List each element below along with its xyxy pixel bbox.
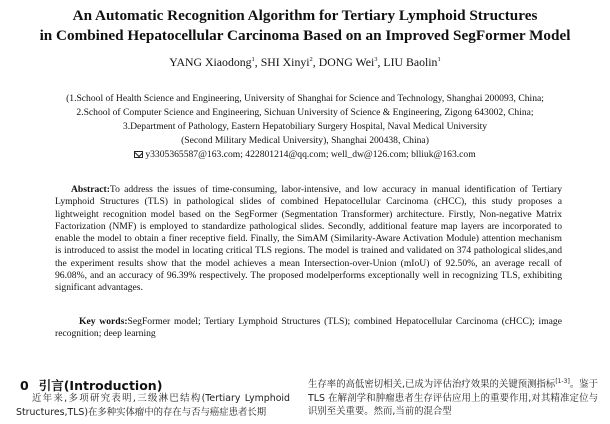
author-name: DONG Wei [318,55,375,69]
author-affiliation-mark: 3 [374,56,378,63]
abstract-text: To address the issues of time-consuming, labor-intensive, and low accuracy in manual identification of Tertiary Lymphoid Structures (TLS) in pathological slides of combined Hepatocellular Carcinoma (cHCC), this study proposes a lightweight recognition model based on the SegFormer (Segmentation Transformer) architecture. Firstly, Non-negative Matrix Factorization (NMF) is employed to standardize pathological slides. Secondly, additional feature map layers are incorporated to enable the model to obtain a finer receptive field. Finally, the SimAM (Similarity-Aware Activation Module) attention mechanism is introduced to assist the model in locating critical TLS regions. The model is trained and validated on 374 pathological slides,and the experiment results show that the model achieves a mean Intersection-over-Union (mIoU) of 92.50%, an average recall of 96.08%, and an accuracy of 96.39% respectively. The proposed modelperforms exceptionally well in recognizing TLS, exhibiting significant advantages. [55,184,562,294]
citation-ref: [1-3] [555,378,570,385]
affiliation-line: 2.School of Computer Science and Engineering, Sichuan University of Science & Engineering, Zigong 643002, China; [76,107,534,118]
keywords [55,316,562,341]
keywords-label: Key words: [79,316,128,327]
author-affiliation-mark: 1 [251,56,255,63]
section-number: 0 [20,378,29,393]
body-column-left: 近年来,多项研究表明,三级淋巴结构(Tertiary Lymphoid Structures,TLS)在多种实体瘤中的存在与否与癌症患者长期 [16,393,290,418]
abstract-label: Abstract: [71,184,110,195]
body-text: 生存率的高低密切相关,已成为评估治疗效果的关键预测指标 [308,379,556,390]
author-name: LIU Baolin [383,55,438,69]
affiliation-line: 3.Department of Pathology, Eastern Hepatobiliary Surgery Hospital, Naval Medical University [122,121,488,132]
author-name: YANG Xiaodong [169,55,252,69]
author-separator: , [254,55,261,69]
title-line-1: An Automatic Recognition Algorithm for Tertiary Lymphoid Structures [72,7,538,24]
email-line [0,149,610,161]
envelope-icon [134,151,143,158]
email-list: y3305365587@163.com; 422801214@qq.com; well_dw@126.com; blliuk@163.com [145,149,476,160]
author-affiliation-mark: 1 [437,56,441,63]
title-line-2: in Combined Hepatocellular Carcinoma Based on an Improved SegFormer Model [39,27,571,44]
body-column-right [308,375,598,419]
keywords-text: SegFormer model; Tertiary Lymphoid Structures (TLS); combined Hepatocellular Carcinoma (cHCC); image recognition; deep learning [55,316,562,340]
author-affiliation-mark: 2 [309,56,313,63]
body-text: 。鉴于 TLS 在解剖学和肿瘤患者生存评估应用上的重要作用,对其精准定位与识别至关重要。然而,当前的混合型 [308,379,598,417]
affiliation-line: (Second Military Medical University), Shanghai 200438, China) [181,135,429,146]
section-title: 引言(Introduction) [38,378,163,393]
affiliation-line: (1.School of Health Science and Engineering, University of Shanghai for Science and Technology, Shanghai 200093, China; [66,93,544,104]
author-list [0,53,610,69]
author-separator: , [377,55,384,69]
author-separator: , [312,55,319,69]
author-name: SHI Xinyi [260,55,310,69]
abstract [55,184,562,295]
